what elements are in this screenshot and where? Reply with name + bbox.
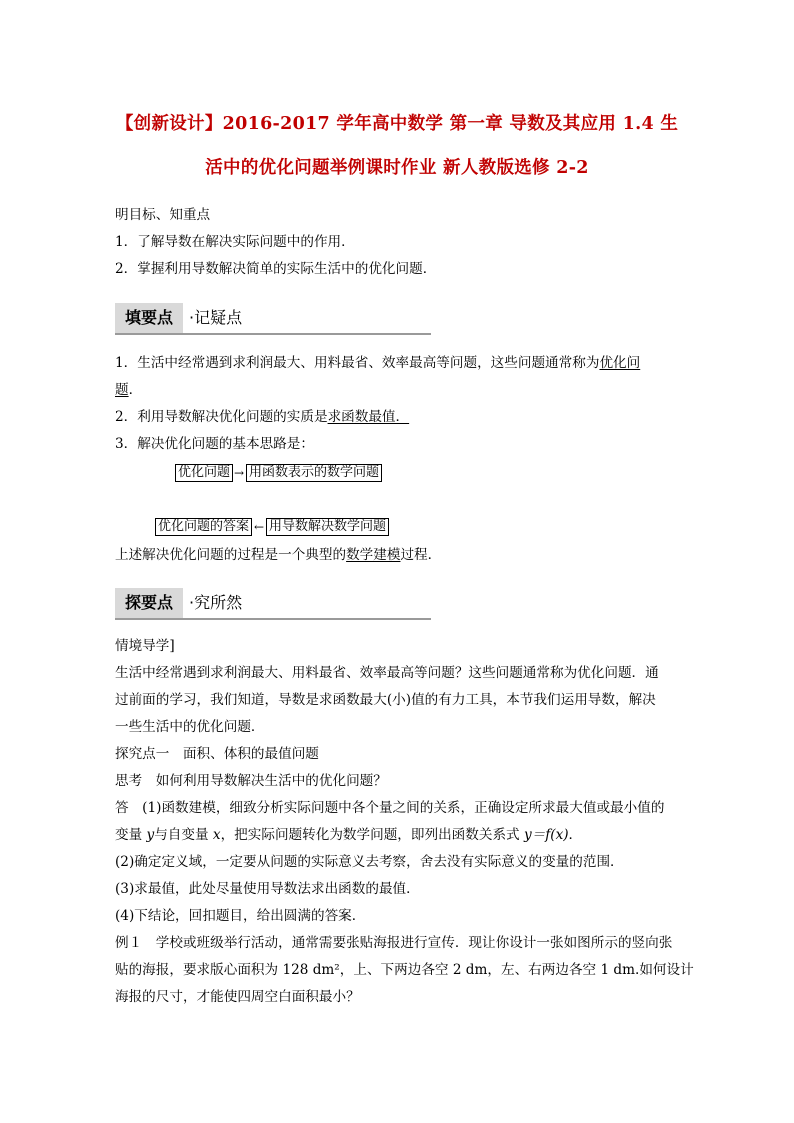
- flow-arrow-right-icon: →: [234, 466, 245, 480]
- point-1-line-2: 题．: [115, 382, 143, 398]
- point-2: 2．利用导数解决优化问题的实质是求函数最值．: [115, 409, 410, 425]
- section-divider: [115, 618, 431, 620]
- subsection-title: 探究点一 面积、体积的最值问题: [115, 746, 319, 762]
- blank-answer: 求函数最值．: [327, 409, 410, 425]
- blank-answer: 数学建模: [346, 547, 401, 563]
- body-line: (3)求最值，此处尽量使用导数法求出函数的最值．: [115, 881, 420, 897]
- section-header-key-points: [115, 303, 431, 335]
- title-line-1: 【创新设计】2016-2017 学年高中数学 第一章 导数及其应用 1.4 生: [115, 114, 679, 134]
- body-line: (4)下结论，回扣题目，给出圆满的答案．: [115, 908, 366, 924]
- blank-answer: 优化问: [599, 355, 641, 371]
- title-line-2: 活中的优化问题举例课时作业 新人教版选修 2-2: [205, 158, 589, 178]
- goals-heading: 明目标、知重点: [115, 207, 211, 223]
- goal-item-1: 1．了解导数在解决实际问题中的作用．: [115, 234, 355, 250]
- flow-arrow-left-icon: ←: [254, 520, 265, 534]
- point-3: 3．解决优化问题的基本思路是：: [115, 436, 314, 452]
- example-1-line-3: 海报的尺寸，才能使四周空白面积最小？: [115, 989, 360, 1005]
- body-line: 答 (1)函数建模，细致分析实际问题中各个量之间的关系，正确设定所求最大值或最小值的: [115, 800, 665, 816]
- flow-box-function-problem: 用函数表示的数学问题: [246, 464, 382, 482]
- body-line: 一些生活中的优化问题．: [115, 719, 265, 735]
- section-header-explore: [115, 588, 431, 620]
- example-1-line-1: 例１ 学校或班级举行活动，通常需要张贴海报进行宣传．现让你设计一张如图所示的竖向张: [115, 935, 673, 951]
- modeling-sentence: 上述解决优化问题的过程是一个典型的数学建模过程．: [115, 547, 442, 563]
- flow-box-answer: 优化问题的答案: [155, 518, 252, 536]
- point-1-line-1: 1．生活中经常遇到求利润最大、用料最省、效率最高等问题，这些问题通常称为优化问: [115, 355, 641, 371]
- function-formula: y＝f(x): [523, 827, 569, 843]
- body-line: (2)确定定义域，一定要从问题的实际意义去考察，舍去没有实际意义的变量的范围．: [115, 854, 624, 870]
- section-divider: [115, 333, 431, 335]
- body-line: 生活中经常遇到求利润最大、用料最省、效率最高等问题？这些问题通常称为优化问题．通: [115, 665, 659, 681]
- body-line: 过前面的学习，我们知道，导数是求函数最大(小)值的有力工具，本节我们运用导数，解决: [115, 692, 656, 708]
- blank-answer: 题: [115, 382, 129, 398]
- body-line: 变量 y与自变量 x，把实际问题转化为数学问题，即列出函数关系式 y＝f(x)．: [115, 827, 583, 843]
- body-line: 情境导学]: [115, 638, 175, 654]
- goal-item-2: 2．掌握利用导数解决简单的实际生活中的优化问题．: [115, 261, 437, 277]
- section-subtitle: ·记疑点: [189, 308, 243, 327]
- section-subtitle: ·究所然: [189, 593, 243, 612]
- section-tag: 填要点: [115, 303, 183, 333]
- flow-box-derivative-solve: 用导数解决数学问题: [266, 518, 389, 536]
- document-title: [100, 102, 694, 190]
- flow-box-optimization-problem: 优化问题: [175, 464, 233, 482]
- example-1-line-2: 贴的海报，要求版心面积为 128 dm²，上、下两边各空 2 dm，左、右两边各空 1 dm.如何设计: [115, 962, 694, 978]
- section-tag: 探要点: [115, 588, 183, 618]
- body-line: 思考 如何利用导数解决生活中的优化问题？: [115, 773, 387, 789]
